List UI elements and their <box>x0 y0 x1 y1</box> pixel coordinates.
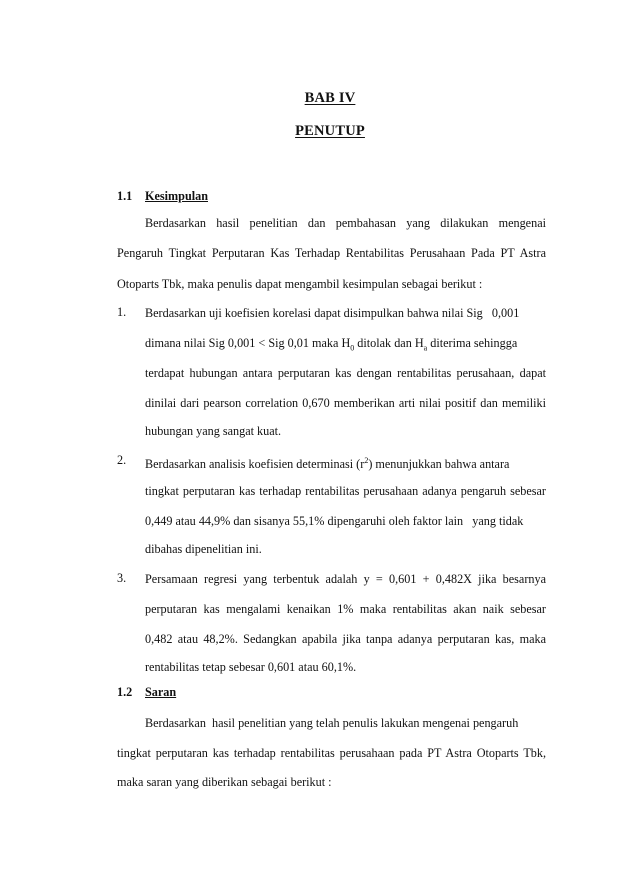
chapter-title: BAB IV <box>304 90 356 106</box>
paragraph-line: Pengaruh Tingkat Perputaran Kas Terhadap Rentabilitas Perusahaan Pada PT Astra <box>117 246 546 260</box>
list-marker: 2. <box>117 453 127 467</box>
paragraph-line: tingkat perputaran kas terhadap rentabilitas perusahaan pada PT Astra Otoparts Tbk, <box>117 746 546 760</box>
list-item-line: 0,482 atau 48,2%. Sedangkan apabila jika tanpa adanya perputaran kas, maka <box>145 632 546 646</box>
list-item-line: rentabilitas tetap sebesar 0,601 atau 60,1%. <box>145 660 357 674</box>
list-item-line: hubungan yang sangat kuat. <box>145 424 282 438</box>
list-item-line: Persamaan regresi yang terbentuk adalah y = 0,601 + 0,482X jika besarnya <box>145 572 546 586</box>
section-number: 1.2 <box>117 685 133 699</box>
list-item-line: perputaran kas mengalami kenaikan 1% maka rentabilitas akan naik sebesar <box>145 602 546 616</box>
section-heading: Kesimpulan <box>145 189 208 203</box>
section-number: 1.1 <box>117 189 133 203</box>
list-item-line: dinilai dari pearson correlation 0,670 memberikan arti nilai positif dan memiliki <box>145 396 546 410</box>
chapter-subtitle: PENUTUP <box>295 123 365 139</box>
list-item-line: Berdasarkan uji koefisien korelasi dapat disimpulkan bahwa nilai Sig 0,001 <box>145 306 520 320</box>
paragraph-line: Berdasarkan hasil penelitian dan pembahasan yang dilakukan mengenai <box>145 216 546 230</box>
list-item-line: 0,449 atau 44,9% dan sisanya 55,1% dipengaruhi oleh faktor lain yang tidak <box>145 514 524 528</box>
list-item-line: terdapat hubungan antara perputaran kas dengan rentabilitas perusahaan, dapat <box>145 366 546 380</box>
sig-text: dimana nilai Sig 0,001 < Sig 0,01 maka $H_0$ ditolak dan $H_a$ diterima sehingga <box>145 336 518 353</box>
list-marker: 3. <box>117 571 127 585</box>
list-marker: 1. <box>117 305 127 319</box>
list-item-line: Berdasarkan analisis koefisien determinasi $(r^2)$ menunjukkan bahwa antara <box>145 456 510 472</box>
section-heading: Saran <box>145 685 177 699</box>
paragraph-line: Otoparts Tbk, maka penulis dapat mengambil kesimpulan sebagai berikut : <box>117 277 483 291</box>
list-item-line <box>145 335 546 356</box>
list-item-line: dibahas dipenelitian ini. <box>145 542 262 556</box>
paragraph-line: maka saran yang diberikan sebagai berikut : <box>117 775 332 789</box>
list-item-line: tingkat perputaran kas terhadap rentabilitas perusahaan adanya pengaruh sebesar <box>145 484 546 498</box>
paragraph-line: Berdasarkan hasil penelitian yang telah penulis lakukan mengenai pengaruh <box>145 716 519 730</box>
